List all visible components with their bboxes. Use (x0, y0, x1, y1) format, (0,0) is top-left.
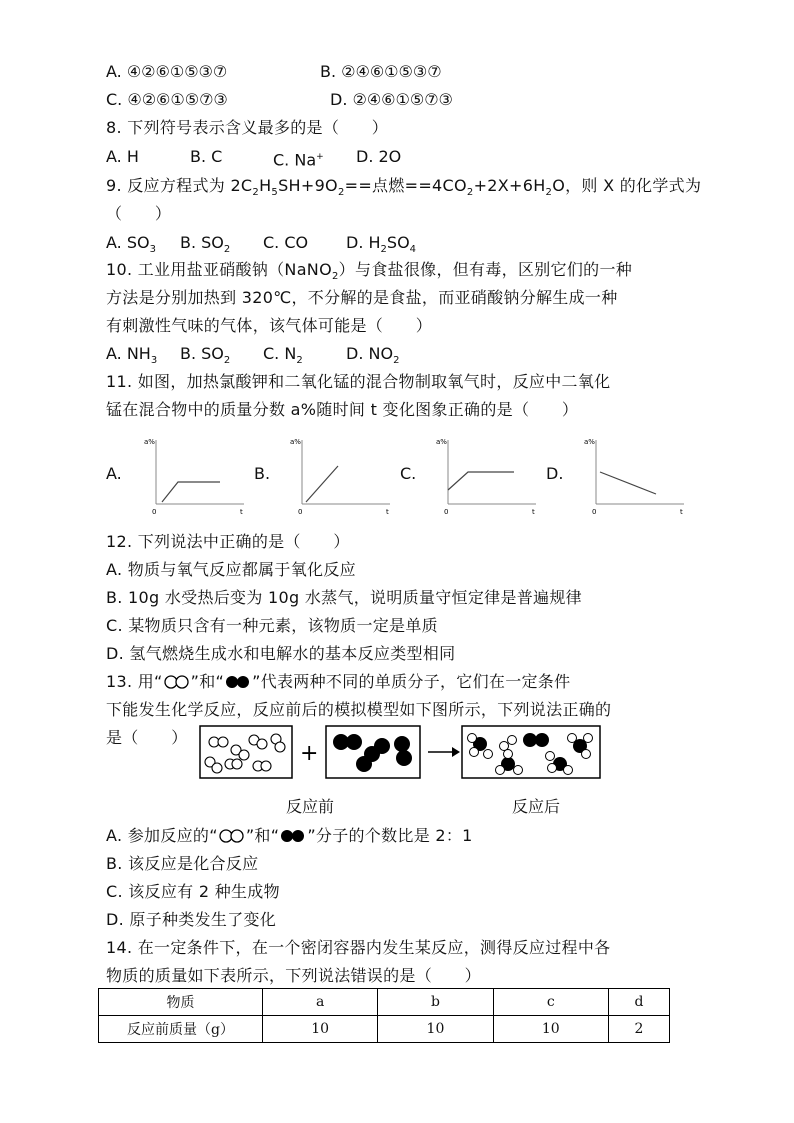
q9-stem: 9. 反应方程式为 $2C_2H_5SH+9O_2==$点燃$==4CO_2+2X+6H_2O$，则 X 的化学式为 (106, 176, 702, 199)
black-molecule-icon (279, 828, 307, 844)
q8-option-c: C. Na+ (273, 150, 324, 170)
table-row (99, 989, 670, 1016)
q13-option-c: C. 该反应有 2 种生成物 (106, 882, 280, 901)
q14-line-1: 14. 在一定条件下，在一个密闭容器内发生某反应，测得反应过程中各 (106, 938, 611, 957)
graph-label-b: B. (254, 464, 271, 483)
q11-line-2: 锰在混合物中的质量分数 a%随时间 t 变化图象正确的是（ ） (106, 400, 579, 419)
graph-d-origin: 0 (592, 508, 597, 516)
graph-a-xlabel: t (240, 508, 243, 516)
q13-option-d: D. 原子种类发生了变化 (106, 910, 277, 929)
graph-c-origin: 0 (444, 508, 449, 516)
graph-label-d: D. (546, 464, 564, 483)
table-cell: 10 (263, 1016, 378, 1043)
option-c: C. ④②⑥①⑤⑦③ (106, 90, 228, 109)
graph-c-ylabel: a% (436, 438, 447, 446)
q10-option-d: D. $NO_2$ (346, 344, 400, 367)
q12-option-d: D. 氢气燃烧生成水和电解水的基本反应类型相同 (106, 644, 456, 663)
graph-c-curve (448, 472, 514, 490)
graph-a-ylabel: a% (144, 438, 155, 446)
q10-line-2: 方法是分别加热到 320℃，不分解的是食盐，而亚硝酸钠分解生成一种 (106, 288, 618, 307)
table-header-cell: c (493, 989, 608, 1016)
mass-table (98, 988, 670, 1043)
graph-d (580, 432, 690, 522)
q10-line-3: 有刺激性气味的气体，该气体可能是（ ） (106, 316, 433, 335)
q11-line-1: 11. 如图，加热氯酸钾和二氧化锰的混合物制取氧气时，反应中二氧化 (106, 372, 611, 391)
q10-option-c: C. $N_2$ (263, 344, 303, 367)
q9-option-a: A. $SO_3$ (106, 233, 156, 256)
option-a: A. ④②⑥①⑤③⑦ (106, 62, 228, 81)
q9-stem-2: （ ） (106, 204, 172, 223)
q13-line-2: 下能发生化学反应，反应前后的模拟模型如下图所示，下列说法正确的 (106, 700, 612, 719)
q14-line-2: 物质的质量如下表所示，下列说法错误的是（ ） (106, 966, 481, 985)
q13-line-3: 是（ ） (106, 728, 188, 747)
before-caption: 反应前 (286, 797, 335, 816)
q12-option-a: A. 物质与氧气反应都属于氧化反应 (106, 560, 356, 579)
graph-c-xlabel: t (532, 508, 535, 516)
graph-label-a: A. (106, 464, 122, 483)
q9-option-c: C. CO (263, 233, 309, 252)
graph-b-curve (306, 466, 338, 502)
option-d: D. ②④⑥①⑤⑦③ (330, 90, 453, 109)
graph-b-origin: 0 (298, 508, 303, 516)
q9-option-d: D. $H_2SO_4$ (346, 233, 417, 256)
q10-option-a: A. $NH_3$ (106, 344, 158, 367)
table-cell: 10 (378, 1016, 493, 1043)
white-molecule-icon (218, 828, 246, 844)
q10-line-1: 10. 工业用盐亚硝酸钠（NaNO$_2$）与食盐很像，但有毒，区别它们的一种 (106, 260, 633, 283)
table-row (99, 1016, 670, 1043)
q9-option-b: B. $SO_2$ (180, 233, 231, 256)
q8-option-d: D. 2O (356, 147, 402, 166)
table-header-cell: d (608, 989, 669, 1016)
table-cell: 反应前质量（g） (99, 1016, 263, 1043)
graph-a-curve (162, 482, 220, 502)
table-cell: 10 (493, 1016, 608, 1043)
q12-stem: 12. 下列说法中正确的是（ ） (106, 532, 350, 551)
graph-b-ylabel: a% (290, 438, 301, 446)
arrow-head (452, 747, 460, 757)
reaction-model-diagram (196, 722, 606, 786)
table-header-cell: a (263, 989, 378, 1016)
graph-b-xlabel: t (386, 508, 389, 516)
q8-option-b: B. C (190, 147, 223, 166)
white-molecule-icon (163, 674, 191, 690)
table-cell: 2 (608, 1016, 669, 1043)
graph-a (140, 432, 250, 522)
q8-stem: 8. 下列符号表示含义最多的是（ ） (106, 118, 389, 137)
q12-option-c: C. 某物质只含有一种元素，该物质一定是单质 (106, 616, 438, 635)
graph-d-ylabel: a% (584, 438, 595, 446)
q12-option-b: B. 10g 水受热后变为 10g 水蒸气，说明质量守恒定律是普遍规律 (106, 588, 582, 607)
plus-sign: + (300, 741, 319, 766)
q8-option-a: A. H (106, 147, 139, 166)
option-b: B. ②④⑥①⑤③⑦ (320, 62, 442, 81)
after-caption: 反应后 (512, 797, 561, 816)
graph-c (432, 432, 542, 522)
q13-option-a: A. 参加反应的“ ”和“ ”分子的个数比是 2：1 (106, 826, 473, 845)
graph-label-c: C. (400, 464, 417, 483)
q13-option-b: B. 该反应是化合反应 (106, 854, 259, 873)
graph-b (286, 432, 396, 522)
table-header-cell: b (378, 989, 493, 1016)
q10-option-b: B. $SO_2$ (180, 344, 231, 367)
graph-d-xlabel: t (680, 508, 683, 516)
graph-a-origin: 0 (152, 508, 157, 516)
graph-d-curve (600, 472, 656, 494)
black-molecule-icon (224, 674, 252, 690)
table-header-cell: 物质 (99, 989, 263, 1016)
q13-line-1: 13. 用“ ”和“ ”代表两种不同的单质分子，它们在一定条件 (106, 672, 571, 691)
